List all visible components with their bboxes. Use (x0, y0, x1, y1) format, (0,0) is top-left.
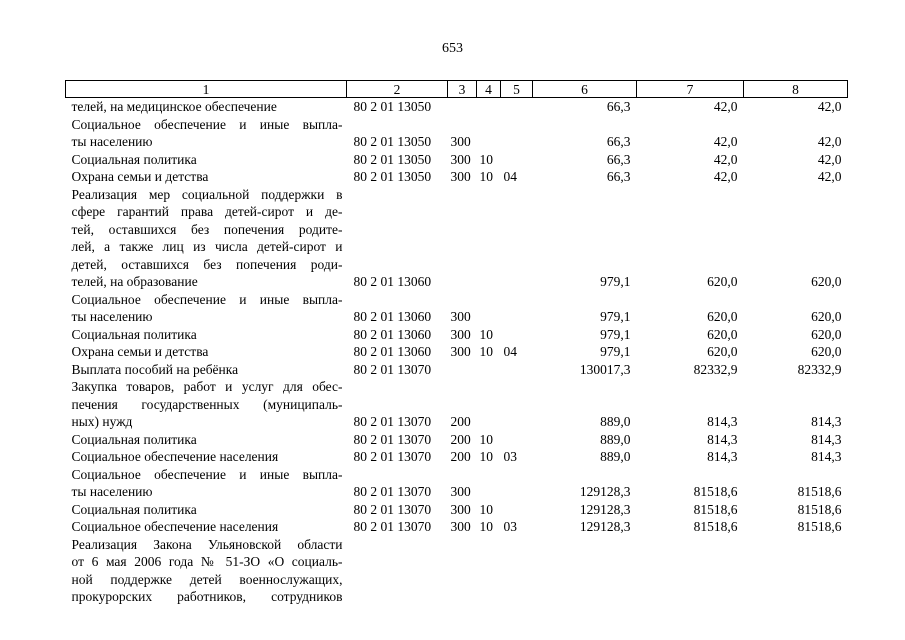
table-row (66, 116, 848, 151)
row-name-line: ной поддержке детей военнослужащих, (71, 571, 343, 587)
row-vr (448, 186, 477, 291)
row-rz: 10 (479, 326, 493, 342)
row-name-line: Социальная политика (71, 501, 197, 517)
row-rz (477, 186, 501, 291)
row-name-line: Охрана семьи и детства (71, 344, 209, 359)
row-value-6: 129128,3 (579, 501, 631, 517)
row-value-7 (637, 536, 744, 606)
header-col-1: 1 (66, 81, 347, 98)
row-csr: 80 2 01 13070 (353, 519, 432, 534)
row-value-8: 620,0 (811, 309, 842, 324)
row-rz: 10 (479, 431, 493, 447)
row-rz: 10 (479, 151, 493, 167)
table-row (66, 518, 848, 536)
row-value-7: 814,3 (707, 449, 738, 464)
row-rz: 10 (479, 449, 493, 464)
row-value-8: 42,0 (817, 134, 842, 149)
table-row (66, 501, 848, 519)
budget-table (65, 80, 848, 606)
row-name (66, 536, 347, 606)
row-name (66, 326, 347, 344)
row-value-8 (744, 536, 848, 606)
row-value-7: 42,0 (713, 169, 738, 184)
row-value-6: 66,3 (606, 151, 631, 167)
table-row (66, 361, 848, 379)
row-csr: 80 2 01 13060 (353, 274, 432, 289)
header-col-7: 7 (637, 81, 744, 98)
row-value-7: 42,0 (713, 151, 738, 167)
row-csr: 80 2 01 13050 (353, 99, 432, 114)
row-rz (477, 291, 501, 326)
row-value-7: 620,0 (707, 274, 738, 289)
row-name-line: Социальная политика (71, 431, 197, 447)
row-pr: 04 (503, 169, 517, 184)
row-vr: 300 (450, 134, 471, 149)
row-value-6: 889,0 (600, 414, 631, 429)
table-row (66, 151, 848, 169)
row-name-line: Закупка товаров, работ и услуг для обес- (71, 379, 343, 394)
row-vr: 200 (450, 431, 471, 447)
page-number: 653 (442, 41, 463, 56)
row-pr (501, 361, 533, 379)
row-name (66, 343, 347, 361)
row-value-7: 82332,9 (693, 361, 738, 377)
header-col-2: 2 (347, 81, 448, 98)
row-csr: 80 2 01 13060 (353, 344, 432, 359)
row-vr: 300 (450, 309, 471, 324)
row-value-6: 66,3 (606, 99, 631, 114)
row-vr: 200 (450, 414, 471, 429)
row-csr: 80 2 01 13050 (353, 151, 432, 167)
row-name-line: Охрана семьи и детства (71, 169, 209, 184)
row-rz: 10 (479, 519, 493, 534)
row-name-line: телей, на образование (71, 274, 198, 289)
row-value-6: 66,3 (606, 169, 631, 184)
row-name-line: ты населению (71, 309, 153, 324)
row-rz: 10 (479, 344, 493, 359)
table-header-row (66, 81, 848, 98)
row-name (66, 361, 347, 379)
row-value-8: 620,0 (811, 274, 842, 289)
row-name-line: лей, а также лиц из числа детей-сирот и (71, 239, 343, 254)
row-vr (448, 98, 477, 116)
row-value-6 (533, 536, 637, 606)
header-col-4: 4 (477, 81, 501, 98)
row-value-8: 814,3 (811, 431, 842, 447)
row-name-line: детей, оставшихся без попечения роди- (71, 256, 343, 272)
row-vr (448, 361, 477, 379)
row-value-6: 129128,3 (579, 519, 631, 534)
row-pr (501, 186, 533, 291)
row-rz (477, 116, 501, 151)
row-value-8: 82332,9 (797, 361, 842, 377)
row-name-line: Реализация Закона Ульяновской области (71, 536, 343, 552)
table-row (66, 343, 848, 361)
row-rz (477, 378, 501, 431)
row-name-line: Социальное обеспечение и иные выпла- (71, 291, 343, 307)
row-value-7: 42,0 (713, 134, 738, 149)
row-csr: 80 2 01 13070 (353, 361, 432, 377)
header-col-3: 3 (448, 81, 477, 98)
row-name-line: печения государственных (муниципаль- (71, 396, 343, 412)
row-csr: 80 2 01 13070 (353, 431, 432, 447)
row-value-7: 81518,6 (693, 501, 738, 517)
row-csr: 80 2 01 13070 (353, 414, 432, 429)
table-body (66, 98, 848, 606)
row-value-7: 81518,6 (693, 519, 738, 534)
row-rz: 10 (479, 169, 493, 184)
row-pr (501, 378, 533, 431)
row-vr: 300 (450, 151, 471, 167)
row-name-line: телей, на медицинское обеспечение (71, 99, 277, 114)
row-vr: 300 (450, 519, 471, 534)
row-pr (501, 536, 533, 606)
row-name-line: ных) нужд (71, 414, 133, 429)
row-value-7: 620,0 (707, 309, 738, 324)
row-pr (501, 116, 533, 151)
row-csr: 80 2 01 13060 (353, 309, 432, 324)
table-row (66, 448, 848, 466)
row-name (66, 378, 347, 431)
row-rz: 10 (479, 501, 493, 517)
header-col-6: 6 (533, 81, 637, 98)
row-name (66, 168, 347, 186)
row-name-line: ты населению (71, 134, 153, 149)
row-csr: 80 2 01 13060 (353, 326, 432, 342)
row-value-8: 42,0 (817, 169, 842, 184)
table-row (66, 98, 848, 116)
row-vr: 300 (450, 169, 471, 184)
row-vr: 300 (450, 501, 471, 517)
row-name (66, 431, 347, 449)
table-row (66, 536, 848, 606)
row-name (66, 501, 347, 519)
row-name-line: сфере гарантий права детей-сирот и де- (71, 204, 343, 219)
row-value-7: 620,0 (707, 326, 738, 342)
row-value-7: 81518,6 (693, 484, 738, 499)
row-value-8: 81518,6 (797, 501, 842, 517)
row-pr: 03 (503, 519, 517, 534)
row-name-line: от 6 мая 2006 года № 51-ЗО «О социаль- (71, 554, 343, 569)
row-name (66, 151, 347, 169)
table-row (66, 466, 848, 501)
row-value-6: 889,0 (600, 431, 631, 447)
row-name (66, 518, 347, 536)
row-value-7: 814,3 (707, 431, 738, 447)
row-value-6: 130017,3 (579, 361, 631, 377)
row-name-line: Социальное обеспечение населения (71, 449, 279, 464)
row-value-8: 42,0 (817, 151, 842, 167)
row-vr: 300 (450, 344, 471, 359)
row-value-8: 620,0 (811, 344, 842, 359)
row-pr (501, 466, 533, 501)
row-name-line: тей, оставшихся без попечения родите- (71, 221, 343, 237)
row-value-7: 42,0 (713, 99, 738, 114)
header-col-8: 8 (744, 81, 848, 98)
row-pr (501, 501, 533, 519)
row-pr (501, 291, 533, 326)
table-row (66, 168, 848, 186)
table-row (66, 186, 848, 291)
row-pr (501, 431, 533, 449)
row-value-6: 129128,3 (579, 484, 631, 499)
table-row (66, 378, 848, 431)
row-value-6: 979,1 (600, 309, 631, 324)
row-csr: 80 2 01 13070 (353, 484, 432, 499)
row-pr (501, 326, 533, 344)
row-name-line: Социальная политика (71, 151, 197, 167)
row-pr (501, 98, 533, 116)
row-value-6: 66,3 (606, 134, 631, 149)
row-value-6: 979,1 (600, 326, 631, 342)
row-name (66, 98, 347, 116)
row-csr: 80 2 01 13050 (353, 169, 432, 184)
table-row (66, 291, 848, 326)
row-value-6: 979,1 (600, 344, 631, 359)
row-name-line: Реализация мер социальной поддержки в (71, 186, 343, 202)
row-name-line: прокурорских работников, сотрудников (71, 589, 343, 604)
row-rz (477, 98, 501, 116)
header-col-5: 5 (501, 81, 533, 98)
row-value-8: 42,0 (817, 99, 842, 114)
row-name (66, 466, 347, 501)
row-vr: 300 (450, 484, 471, 499)
row-value-6: 889,0 (600, 449, 631, 464)
row-csr: 80 2 01 13050 (353, 134, 432, 149)
row-vr: 200 (450, 449, 471, 464)
row-name (66, 116, 347, 151)
row-csr: 80 2 01 13070 (353, 501, 432, 517)
row-name (66, 186, 347, 291)
row-name-line: Социальная политика (71, 326, 197, 342)
row-value-8: 81518,6 (797, 484, 842, 499)
row-value-8: 814,3 (811, 449, 842, 464)
row-pr (501, 151, 533, 169)
row-rz (477, 466, 501, 501)
row-vr: 300 (450, 326, 471, 342)
row-name (66, 291, 347, 326)
row-csr (347, 536, 448, 606)
row-name-line: Выплата пособий на ребёнка (71, 361, 239, 377)
row-name-line: Социальное обеспечение и иные выпла- (71, 466, 343, 482)
row-value-8: 620,0 (811, 326, 842, 342)
row-value-8: 81518,6 (797, 519, 842, 534)
row-pr: 04 (503, 344, 517, 359)
row-name-line: Социальное обеспечение и иные выпла- (71, 116, 343, 132)
row-name-line: ты населению (71, 484, 153, 499)
row-value-6: 979,1 (600, 274, 631, 289)
row-rz (477, 361, 501, 379)
row-value-7: 814,3 (707, 414, 738, 429)
row-rz (477, 536, 501, 606)
row-value-8: 814,3 (811, 414, 842, 429)
row-vr (448, 536, 477, 606)
table-row (66, 326, 848, 344)
table-row (66, 431, 848, 449)
row-value-7: 620,0 (707, 344, 738, 359)
row-csr: 80 2 01 13070 (353, 449, 432, 464)
row-pr: 03 (503, 449, 517, 464)
row-name (66, 448, 347, 466)
row-name-line: Социальное обеспечение населения (71, 519, 279, 534)
